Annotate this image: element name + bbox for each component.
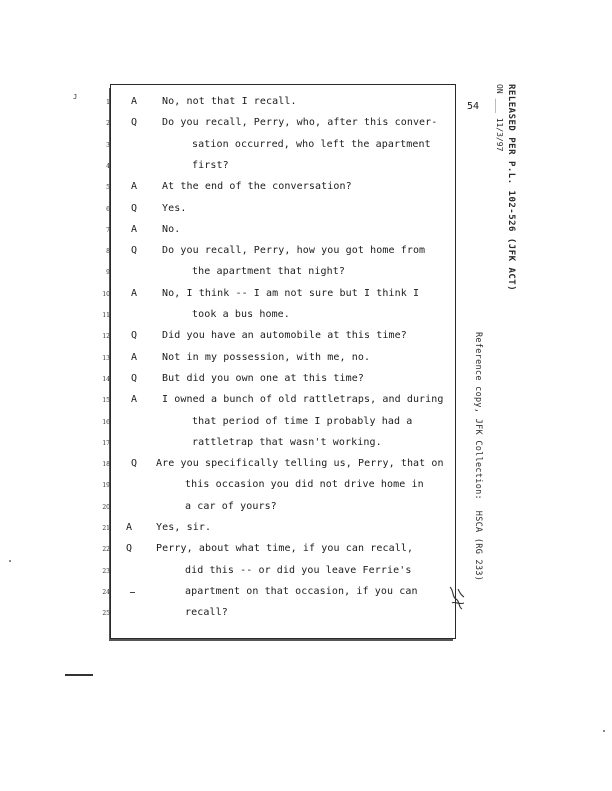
speaker-label: Q <box>126 543 133 555</box>
line-number: 19 <box>102 482 110 490</box>
testimony-text: Yes. <box>162 202 187 214</box>
line-number: 22 <box>102 546 110 554</box>
initials-signature <box>446 583 468 613</box>
speaker-label: Q <box>131 330 138 342</box>
line-number: 8 <box>106 248 110 256</box>
testimony-text: Perry, about what time, if you can recall, <box>156 543 414 555</box>
testimony-text: Did you have an automobile at this time? <box>162 330 407 342</box>
line-number: 1 <box>106 99 110 106</box>
line-number: 21 <box>102 525 110 532</box>
speaker-label: Q <box>131 372 138 384</box>
left-margin-mark: J <box>73 93 78 101</box>
speaker-label: A <box>131 287 138 299</box>
line-number: 7 <box>106 226 110 234</box>
scan-speck <box>603 730 605 732</box>
line-number: 16 <box>102 418 110 426</box>
speaker-label: A <box>131 181 138 193</box>
scan-speck <box>9 560 11 562</box>
line-number: 20 <box>102 503 110 511</box>
testimony-text: rattletrap that wasn't working. <box>192 436 382 448</box>
speaker-label: Q <box>131 458 138 470</box>
testimony-text: Yes, sir. <box>156 522 212 533</box>
testimony-text: Not in my possession, with me, no. <box>162 351 371 363</box>
line-number: 25 <box>102 610 110 618</box>
testimony-text: No, not that I recall. <box>162 96 297 107</box>
line-number: 5 <box>106 184 110 192</box>
release-stamp-sub: ON ___ 11/3/97 <box>495 84 504 152</box>
testimony-text: the apartment that night? <box>192 266 346 278</box>
speaker-label: Q <box>131 245 138 257</box>
line-number: 12 <box>102 333 110 341</box>
speaker-label: Q <box>131 202 138 214</box>
line-number: 2 <box>106 120 110 128</box>
page-number: 54 <box>467 101 480 112</box>
testimony-text: recall? <box>185 607 228 619</box>
testimony-text: took a bus home. <box>192 309 290 320</box>
speaker-label: A <box>131 96 138 107</box>
line-number: 9 <box>106 269 110 277</box>
testimony-text: At the end of the conversation? <box>162 181 352 193</box>
speaker-label: Q <box>131 117 138 129</box>
testimony-text: did this -- or did you leave Ferrie's <box>185 564 412 576</box>
testimony-text: No, I think -- I am not sure but I think I <box>162 287 420 299</box>
line-number: 23 <box>102 567 110 575</box>
testimony-text: that period of time I probably had a <box>192 415 413 427</box>
line-number: 24 <box>102 588 110 596</box>
line-number: 18 <box>102 461 110 469</box>
stray-dash-mark <box>130 592 135 593</box>
speaker-label: A <box>131 351 138 363</box>
testimony-text: a car of yours? <box>185 500 277 512</box>
speaker-label: A <box>131 223 138 235</box>
testimony-text: But did you own one at this time? <box>162 372 364 384</box>
line-number: 10 <box>102 290 110 298</box>
testimony-text: No. <box>162 223 181 235</box>
testimony-text: Do you recall, Perry, who, after this conver- <box>162 117 438 129</box>
bottom-rule-mark <box>65 674 93 676</box>
line-number: 4 <box>106 162 110 170</box>
testimony-text: apartment on that occasion, if you can <box>185 585 418 597</box>
line-number: 11 <box>102 312 110 319</box>
testimony-text: first? <box>192 159 229 171</box>
line-number: 17 <box>102 439 110 447</box>
testimony-text: sation occurred, who left the apartment <box>192 138 431 150</box>
testimony-text: I owned a bunch of old rattletraps, and during <box>162 394 444 406</box>
testimony-text: Do you recall, Perry, how you got home from <box>162 245 426 257</box>
release-stamp: RELEASED PER P.L. 102-526 (JFK ACT) <box>506 84 516 292</box>
line-number: 15 <box>102 397 110 405</box>
reference-copy-note: Reference copy, JFK Collection: HSCA (RG 233) <box>473 332 483 582</box>
line-number: 14 <box>102 375 110 383</box>
line-number: 3 <box>106 141 110 149</box>
speaker-label: A <box>126 522 133 533</box>
line-number: 13 <box>102 354 110 362</box>
speaker-label: A <box>131 394 138 406</box>
testimony-text: Are you specifically telling us, Perry, that on <box>156 458 444 470</box>
line-number: 6 <box>106 205 110 213</box>
testimony-text: this occasion you did not drive home in <box>185 479 424 491</box>
